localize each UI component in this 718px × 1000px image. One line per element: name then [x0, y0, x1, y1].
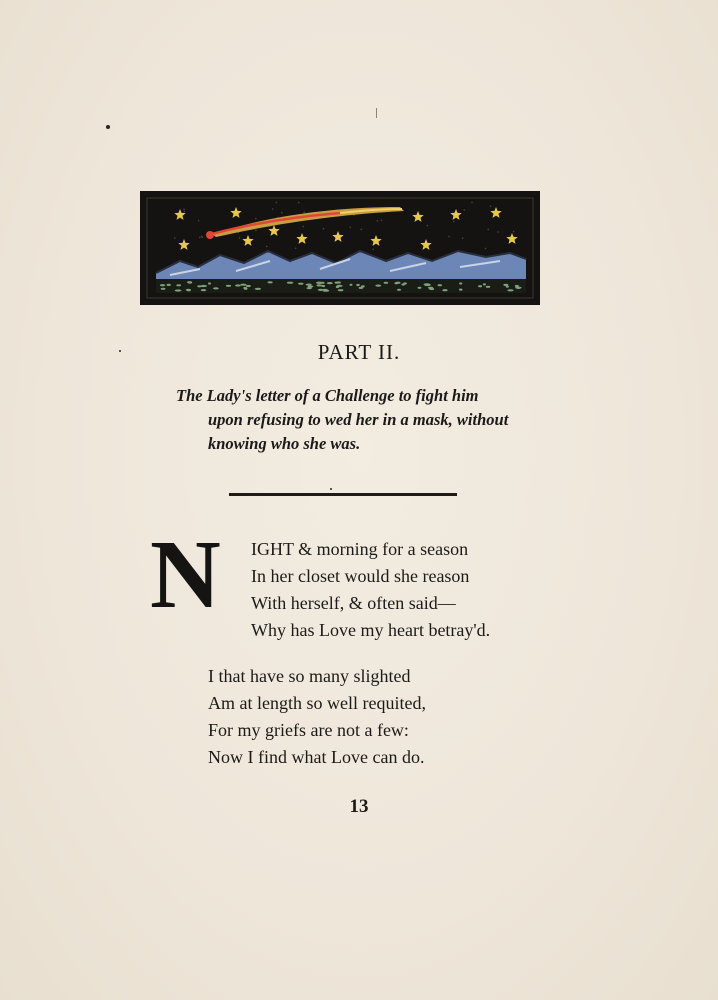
sky-speck — [487, 229, 489, 231]
sky-speck — [255, 230, 257, 232]
grass-dash — [486, 286, 491, 288]
grass-dash — [213, 287, 219, 289]
grass-dash — [298, 283, 304, 285]
grass-dash — [160, 284, 165, 286]
sky-speck — [295, 248, 297, 250]
grass-dash — [403, 282, 407, 284]
grass-dash — [208, 282, 211, 284]
grass-dash — [335, 282, 339, 284]
poem-line: I that have so many slighted — [208, 666, 411, 686]
poem-line: Why has Love my heart betray'd. — [251, 620, 491, 640]
grass-dash — [424, 284, 431, 286]
grass-dash — [240, 284, 246, 286]
grass-dash — [167, 284, 171, 286]
grass-dash — [429, 288, 434, 290]
grass-dash — [483, 283, 486, 285]
grass-dash — [316, 282, 323, 284]
sky-speck — [463, 209, 465, 211]
section-divider-rule — [229, 493, 457, 496]
sky-speck — [201, 236, 203, 238]
grass-dash — [306, 284, 312, 286]
grass-dash — [517, 287, 521, 289]
argument-line: knowing who she was. — [208, 434, 361, 453]
grass-dash — [459, 289, 463, 291]
part-heading: PART II. — [317, 340, 401, 364]
sky-speck — [199, 237, 201, 239]
poem-line: IGHT & morning for a season — [251, 539, 469, 559]
grass-dash — [317, 284, 322, 286]
sky-speck — [266, 246, 268, 248]
sky-speck — [184, 211, 186, 213]
ink-speck — [106, 125, 110, 129]
grass-dash — [321, 285, 325, 287]
grass-dash — [176, 284, 181, 286]
grass-dash — [384, 282, 389, 284]
grass-dash — [478, 285, 482, 287]
grass-dash — [244, 288, 248, 290]
grass-dash — [350, 284, 353, 286]
sky-speck — [323, 228, 325, 230]
sky-speck — [377, 220, 379, 222]
grass-dash — [318, 289, 324, 291]
sky-speck — [381, 219, 383, 221]
grass-dash — [197, 285, 202, 287]
poem-line: For my griefs are not a few: — [208, 720, 409, 740]
sky-speck — [255, 218, 257, 220]
grass-dash — [188, 282, 192, 284]
grass-dash — [506, 286, 509, 288]
grass-dash — [442, 289, 447, 291]
sky-speck — [302, 226, 304, 228]
grass-dash — [356, 284, 360, 286]
sky-speck — [372, 248, 374, 250]
sky-speck — [174, 237, 176, 239]
grass-dash — [507, 289, 513, 291]
sky-speck — [513, 231, 515, 233]
sky-speck — [303, 211, 305, 213]
grass-dash — [187, 289, 191, 291]
poem-line: Am at length so well requited, — [208, 693, 426, 713]
sky-speck — [198, 220, 200, 222]
ink-speck — [330, 488, 332, 490]
grass-dash — [418, 287, 422, 289]
sky-speck — [471, 202, 473, 204]
grass-dash — [438, 284, 442, 286]
grass-dash — [287, 282, 294, 284]
grass-dash — [235, 284, 241, 286]
sky-speck — [462, 237, 464, 239]
sky-speck — [497, 231, 499, 233]
sky-speck — [298, 202, 300, 204]
poem-line: Now I find what Love can do. — [208, 747, 425, 767]
sky-speck — [183, 208, 185, 210]
sky-speck — [272, 208, 274, 210]
grass-dash — [375, 285, 381, 287]
grass-dash — [255, 288, 261, 290]
drop-cap: N — [150, 521, 221, 629]
sky-speck — [360, 229, 362, 231]
grass-dash — [246, 285, 251, 287]
poem-stanza-1 — [251, 536, 490, 644]
sky-speck — [490, 205, 492, 207]
grass-dash — [338, 289, 344, 291]
sky-speck — [453, 221, 455, 223]
sky-speck — [350, 227, 352, 229]
grass-dash — [226, 285, 231, 287]
comet-head — [206, 231, 214, 239]
grass-dash — [327, 282, 333, 284]
grass-dash — [359, 287, 364, 289]
grass-dash — [267, 281, 272, 283]
grass-dash — [161, 288, 166, 290]
grass-dash — [175, 289, 182, 291]
ink-speck — [376, 108, 377, 118]
sky-speck — [281, 212, 283, 214]
poem-line: With herself, & often said— — [251, 593, 456, 613]
argument-line: upon refusing to wed her in a mask, without — [208, 410, 509, 429]
woodcut-night-sky-illustration — [140, 191, 540, 305]
grass-dash — [459, 282, 462, 284]
grass-dash — [308, 285, 314, 287]
chapter-argument — [176, 384, 536, 456]
sky-speck — [276, 202, 278, 204]
grass-dash — [397, 289, 401, 291]
sky-speck — [485, 248, 487, 250]
grass-dash — [394, 282, 398, 284]
poem-line: In her closet would she reason — [251, 566, 470, 586]
sky-speck — [448, 236, 450, 238]
sky-speck — [427, 225, 429, 227]
poem-stanza-2 — [208, 663, 426, 771]
grass-dash — [201, 289, 207, 291]
sky-speck — [239, 237, 241, 239]
argument-line: The Lady's letter of a Challenge to fight him — [176, 386, 479, 405]
page-number: 13 — [349, 796, 369, 817]
grass-dash — [336, 285, 342, 287]
